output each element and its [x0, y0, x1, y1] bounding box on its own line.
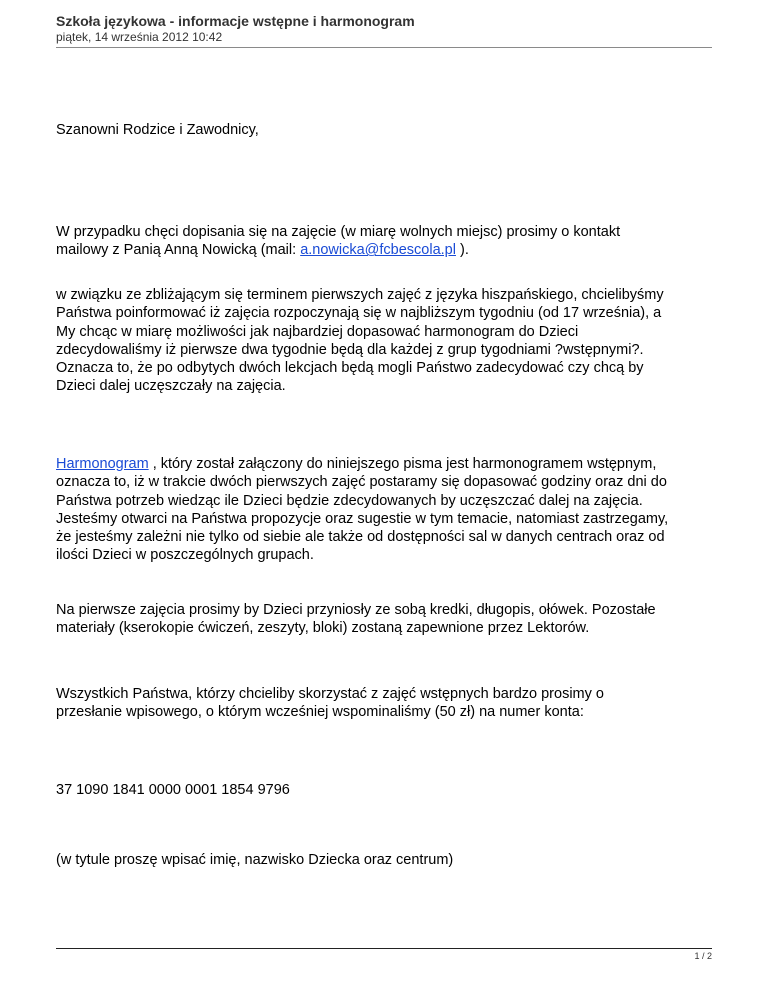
schedule-paragraph: [56, 455, 716, 565]
transfer-note-text: (w tytule proszę wpisać imię, nazwisko Dziecka oraz centrum): [56, 852, 454, 868]
footer-divider: [56, 948, 712, 949]
payment-line: przesłanie wpisowego, o którym wcześniej wspominaliśmy (50 zł) na numer konta:: [56, 704, 584, 721]
contact-text: ).: [455, 242, 469, 259]
account-number: [56, 781, 716, 799]
intro-line: Oznacza to, że po odbytych dwóch lekcjach będą mogli Państwo zadecydować czy chcą by: [56, 360, 644, 377]
supplies-line: materiały (kserokopie ćwiczeń, zeszyty, bloki) zostaną zapewnione przez Lektorów.: [56, 620, 590, 637]
contact-paragraph: [56, 223, 716, 260]
schedule-text: , który został załączony do niniejszego pisma jest harmonogramem wstępnym,: [148, 456, 657, 472]
schedule-line: oznacza to, iż w trakcie dwóch pierwszych zajęć postaramy się dopasować godziny oraz dni do: [56, 474, 667, 491]
intro-line: w związku ze zbliżającym się terminem pierwszych zajęć z języka hiszpańskiego, chcielibyśmy: [56, 287, 664, 303]
contact-text: mailowy z Panią Anną Nowicką (mail:: [56, 242, 301, 259]
schedule-line: Państwa potrzeb wiedząc ile Dzieci będzie zdecydowanych by uczęszczać dalej na zajęcia.: [56, 492, 643, 509]
intro-paragraph: [56, 286, 716, 396]
greeting: [56, 121, 716, 139]
document-title: Szkoła językowa - informacje wstępne i harmonogram: [56, 13, 415, 29]
document-header: [56, 12, 712, 45]
harmonogram-link[interactable]: Harmonogram: [56, 456, 149, 472]
contact-line: W przypadku chęci dopisania się na zajęcie (w miarę wolnych miejsc) prosimy o kontakt: [56, 224, 621, 240]
transfer-note: [56, 851, 716, 869]
email-link[interactable]: a.nowicka@fcbescola.pl: [300, 242, 456, 259]
intro-line: My chcąc w miarę możliwości jak najbardziej dopasować harmonogram do Dzieci: [56, 323, 579, 340]
page-number: 1 / 2: [694, 951, 712, 961]
intro-line: Państwa poinformować iż zajęcia rozpoczynają się w najbliższym tygodniu (od 17 września), a: [56, 305, 662, 322]
supplies-line: Na pierwsze zajęcia prosimy by Dzieci przyniosły ze sobą kredki, długopis, ołówek. Pozostałe: [56, 602, 656, 618]
greeting-line: Szanowni Rodzice i Zawodnicy,: [56, 122, 259, 138]
schedule-line: ilości Dzieci w poszczególnych grupach.: [56, 547, 314, 564]
account-number-text: 37 1090 1841 0000 0001 1854 9796: [56, 782, 290, 798]
schedule-line: że jesteśmy zależni nie tylko od siebie ale także od dostępności sal w danych centrach oraz od: [56, 529, 665, 546]
payment-line: Wszystkich Państwa, którzy chcieliby skorzystać z zajęć wstępnych bardzo prosimy o: [56, 686, 604, 702]
contact-line: [56, 241, 716, 259]
schedule-line: [56, 455, 716, 473]
document-date: piątek, 14 września 2012 10:42: [56, 30, 223, 44]
supplies-paragraph: [56, 601, 716, 638]
intro-line: zdecydowaliśmy iż pierwsze dwa tygodnie będą dla każdej z grup tygodniami ?wstępnymi?.: [56, 341, 644, 358]
schedule-line: Jesteśmy otwarci na Państwa propozycje oraz sugestie w tym temacie, natomiast zastrzegamy,: [56, 510, 669, 527]
intro-line: Dzieci dalej uczęszczały na zajęcia.: [56, 378, 286, 395]
payment-paragraph: [56, 685, 716, 722]
header-divider: [56, 47, 712, 48]
